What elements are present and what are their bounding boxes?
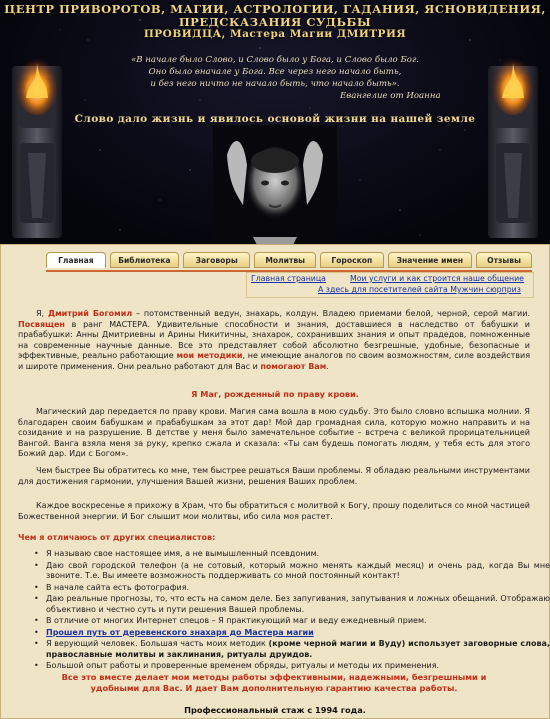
list-item: • Большой опыт работы и проверенные временем обряды, ритуалы и методы их применения.	[38, 661, 550, 672]
list-item	[38, 628, 550, 639]
link-visitors-surprise[interactable]: А здесь для посетителей сайта Мужчин сюрприз	[318, 285, 521, 294]
fire-pillar-image	[482, 48, 544, 238]
intro-text-e: .	[326, 361, 329, 371]
intro-text-d: , не имеющие аналогов по своим возможностям, силе воздействия и широте применения. Они реально работают для Вас и	[18, 351, 531, 371]
tab-reviews[interactable]: Отзывы	[476, 252, 532, 268]
initiated-highlight: Посвящен	[18, 319, 65, 329]
closing-statement	[18, 672, 530, 694]
header-slogan: Слово дало жизнь и явилось основой жизни на нашей земле	[74, 113, 476, 125]
tab-main[interactable]: Главная	[46, 252, 106, 268]
quote-line-1: «В начале было Слово, и Слово было у Бога, и Слово было Бог.	[130, 55, 420, 65]
quote-author: Евангелие от Иоанна	[340, 91, 441, 101]
list-item	[38, 639, 550, 660]
main-tabs	[46, 252, 532, 270]
believer-text: Я верующий человек. Большая часть моих методик	[46, 639, 269, 648]
list-item: • Я называю свое настоящее имя, а не вымышленный псевдоним.	[38, 549, 550, 560]
list-item: • Даю реальные прогнозы, то, что есть на самом деле. Без запугивания, запутывания и ложных обещаний. Отображаю объективно и честно суть и пути решения Вашей проблемы.	[38, 594, 550, 615]
methods-highlight: мои методики	[176, 351, 243, 361]
help-highlight: помогают Вам	[260, 361, 327, 371]
believer-bold-text: (кроме черной магии и Вуду) использует заговорные слова, православные молитвы и заклинания, ритуалы друидов.	[46, 639, 550, 659]
list-item: • В начале сайта есть фотография.	[38, 583, 550, 594]
list-item: • Даю свой городской телефон (а не сотовый, который можно менять каждый месяц) и очень рад, когда Вы мне звоните. Т.е. Вы имеете возможность поддерживать со мной постоянный контакт!	[38, 561, 550, 582]
header-title-line-2: ПРЕДСКАЗАНИЯ СУДЬБЫ	[178, 15, 372, 29]
header-title-line-1: ЦЕНТР ПРИВОРОТОВ, МАГИИ, АСТРОЛОГИИ, ГАДАНИЯ, ЯСНОВИДЕНИЯ,	[4, 2, 546, 16]
site-header	[0, 0, 550, 244]
tab-name-meaning[interactable]: Значение имен	[388, 252, 473, 268]
intro-text-c: в ранг МАСТЕРА. Удивительные способности и знания, доставшиеся в наследство от бабушки и прабабушки: Анны Дмитриевны и Арины Никитичны, знахарок, сохранивших знания и опыт прадедов, помноженные на современные научные данные. Все это представляет собой абсолютно безгрешные, удобные, безопасные и эффективные, реально работающие	[18, 319, 530, 361]
quote-line-3: и без него ничто не начало быть, что начало быть».	[150, 79, 400, 89]
tab-library[interactable]: Библиотека	[110, 252, 179, 268]
header-title-line-3: ПРОВИДЦА, Мастера Магии ДМИТРИЯ	[143, 28, 407, 40]
quote-line-2: Оно было вначале у Бога. Все через него начало быть,	[148, 67, 402, 77]
intro-paragraph	[18, 309, 530, 373]
tab-prayers[interactable]: Молитвы	[254, 252, 316, 268]
bloodline-heading: Я Маг, рожденный по праву крови.	[191, 389, 359, 399]
main-content	[0, 244, 550, 719]
contact-paragraph: Чем быстрее Вы обратитесь ко мне, тем быстрее решаться Ваши проблемы. Я обладаю реальными инструментами для достижения гармонии, улучшения Вашей жизни, решения Ваших проблем.	[18, 466, 530, 486]
church-paragraph: Каждое воскресенье я прихожу в Храм, что бы обратиться с молитвой к Богу, прошу поделиться со мной частицей Божественной энергии. И Бог слышит мои молитвы, ибо сила моя растет.	[18, 501, 530, 521]
tab-spells[interactable]: Заговоры	[183, 252, 250, 268]
gift-paragraph: Магический дар передается по праву крови. Магия сама вошла в мою судьбу. Это было словно вспышка молнии. Я благодарен своим бабушкам и прабабушкам за этот дар! Мой дар громадная сила, которую можно направить и на созидание и на разрушение. В детстве у меня было замечательное событие – встреча с великой прорицательницей Вангой. Ванга взяла меня за руку, крепко сжала и сказала: «Ты сам будешь помогать людям, у тебя есть для этого Божий дар. Иди с Богом».	[18, 407, 530, 459]
portrait-hands-image	[213, 125, 337, 244]
differences-list	[18, 549, 550, 673]
link-services[interactable]: Мои услуги и как строится наше общение	[350, 274, 524, 283]
closing-line-2: удобными для Вас. И дает Вам дополнительную гарантию качества работы.	[90, 683, 458, 693]
intro-text-b: – потомственный ведун, знахарь, колдун. Владею приемами белой, черной, серой магии.	[132, 309, 530, 318]
differences-heading: Чем я отличаюсь от других специалистов:	[18, 533, 216, 542]
experience-note: Профессиональный стаж с 1994 года.	[184, 705, 366, 715]
link-master-path[interactable]: Прошел путь от деревенского знахаря до Мастера магии	[46, 627, 314, 637]
list-item: • В отличие от многих Интернет спецов – Я практикующий маг и веду ежедневный прием.	[38, 616, 550, 627]
author-name: Дмитрий Богомил	[47, 309, 133, 318]
tab-horoscope[interactable]: Гороскоп	[320, 252, 384, 268]
link-main-page[interactable]: Главная страница	[251, 274, 326, 283]
fire-pillar-image	[6, 48, 68, 238]
closing-line-1: Все это вместе делает мои методы работы эффективными, надежными, безгрешными и	[61, 672, 487, 682]
intro-text-a: Я,	[36, 309, 48, 318]
